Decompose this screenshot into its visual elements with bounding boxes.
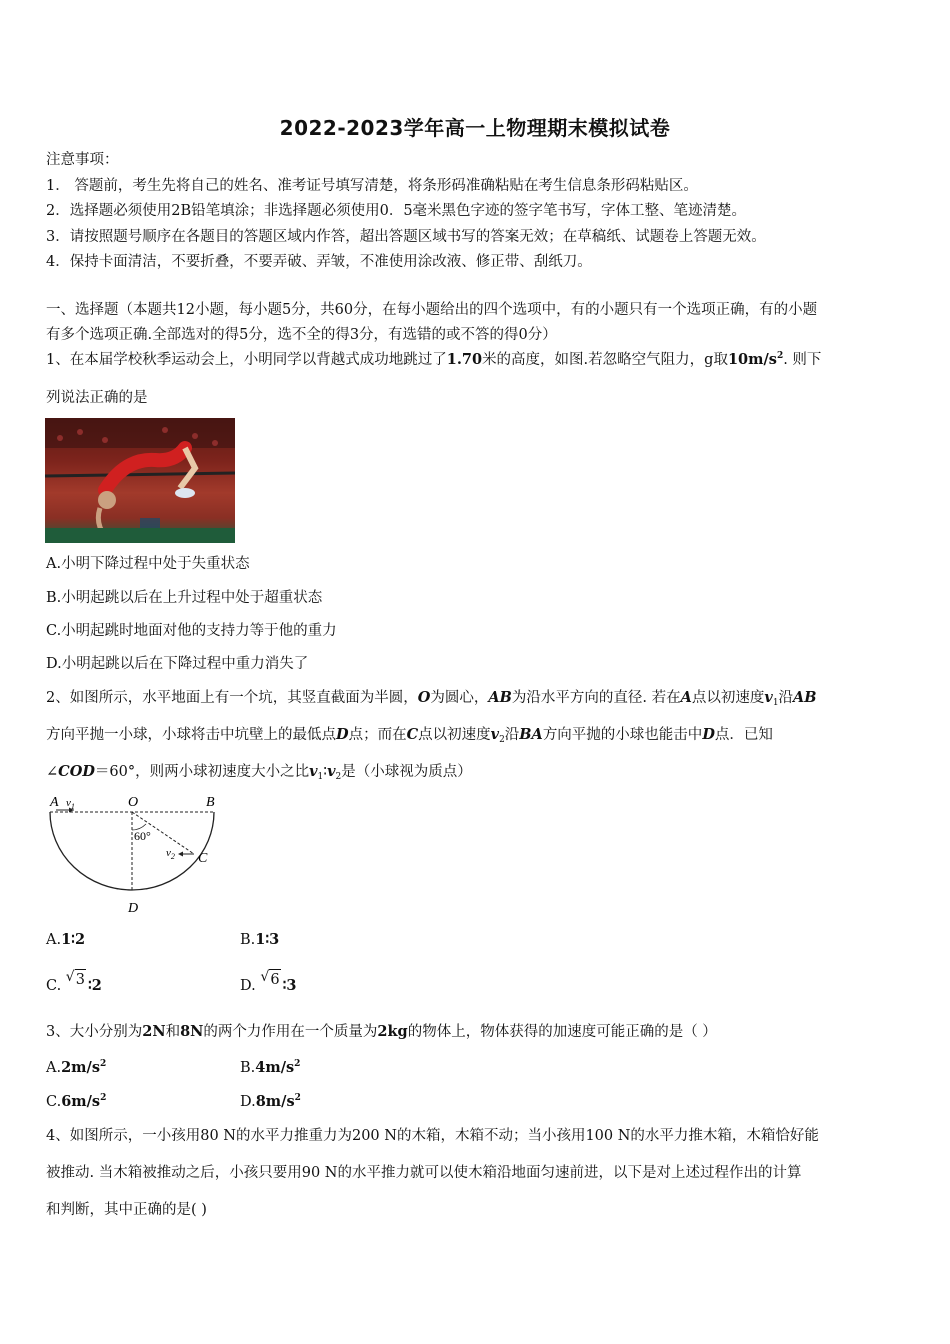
question-2-stem-cont: 方向平抛一小球，小球将击中坑壁上的最低点D点；而在C点以初速度$v_2$沿BA方向平抛的小球也能击中D点．已知 xyxy=(46,726,773,745)
question-1-stem: 1、在本届学校秋季运动会上，小明同学以背越式成功地跳过了1.70米的高度，如图.若忽略空气阻力，g取$10m/s^2$. 则下 xyxy=(46,351,822,368)
notice-item: 3．请按照题号顺序在各题目的答题区域内作答，超出答题区域书写的答案无效；在草稿纸、试题卷上答题无效。 xyxy=(46,229,766,245)
label-a: A xyxy=(50,795,59,810)
q3-option-a: $A.2m/s^2$ xyxy=(46,1059,107,1076)
semicircle-pit-diagram xyxy=(44,792,229,922)
q2-option-c: C. √ 3 ∶2 xyxy=(46,969,102,994)
sqrt-3: √ 3 xyxy=(65,969,86,988)
section-instructions: 有多个选项正确.全部选对的得5分，选不全的得3分，有选错的或不答的得0分） xyxy=(46,327,557,343)
q1-option-d: D.小明起跳以后在下降过程中重力消失了 xyxy=(46,656,309,672)
question-4-stem: 4、如图所示，一小孩用80 N的水平力推重力为200 N的木箱，木箱不动；当小孩用100 N的水平力推木箱，木箱恰好能 xyxy=(46,1128,819,1144)
high-jump-photo xyxy=(45,418,235,543)
q2-option-d: D. √ 6 ∶3 xyxy=(240,969,297,994)
notice-heading: 注意事项： xyxy=(46,152,119,168)
question-4-stem-cont: 被推动. 当木箱被推动之后，小孩只要用90 N的水平推力就可以使木箱沿地面匀速前进，以下是对上述过程作出的计算 xyxy=(46,1165,802,1181)
label-v1: $v_1$ xyxy=(66,797,75,811)
question-2-stem: 2、如图所示，水平地面上有一个坑，其竖直截面为半圆，O为圆心，AB为沿水平方向的直径. 若在A点以初速度$v_1$沿AB xyxy=(46,689,817,708)
q2-option-a: A.1∶2 xyxy=(46,931,86,948)
label-c: C xyxy=(198,851,208,866)
notice-item: 1． 答题前，考生先将自己的姓名、准考证号填写清楚，将条形码准确粘贴在考生信息条形码粘贴区。 xyxy=(46,178,698,194)
label-angle: 60° xyxy=(134,829,151,843)
question-1-stem-cont: 列说法正确的是 xyxy=(46,390,148,406)
q3-option-b: $B.4m/s^2$ xyxy=(240,1059,301,1076)
question-4-stem-cont: 和判断，其中正确的是( ) xyxy=(46,1202,207,1218)
q1-option-c: C.小明起跳时地面对他的支持力等于他的重力 xyxy=(46,623,337,639)
q3-option-c: $C.6m/s^2$ xyxy=(46,1093,107,1110)
label-b: B xyxy=(206,795,215,810)
q2-option-b: B.1∶3 xyxy=(240,931,280,948)
notice-item: 2．选择题必须使用2B铅笔填涂；非选择题必须使用0．5毫米黑色字迹的签字笔书写，字体工整、笔迹清楚。 xyxy=(46,203,747,219)
label-v2: $v_2$ xyxy=(166,847,175,861)
page-title: 2022-2023学年高一上物理期末模拟试卷 xyxy=(279,116,671,140)
q1-option-b: B.小明起跳以后在上升过程中处于超重状态 xyxy=(46,590,323,606)
section-instructions: 一、选择题（本题共12小题，每小题5分，共60分，在每小题给出的四个选项中，有的小题只有一个选项正确，有的小题 xyxy=(46,302,818,318)
question-2-stem-cont: ∠COD＝60°，则两小球初速度大小之比$v_1∶v_2$是（小球视为质点） xyxy=(46,763,472,782)
label-d: D xyxy=(128,901,139,916)
label-o: O xyxy=(128,795,139,810)
q1-option-a: A.小明下降过程中处于失重状态 xyxy=(46,556,250,572)
question-3-stem: 3、大小分别为2N和8N的两个力作用在一个质量为2kg的物体上，物体获得的加速度可能正确的是（ ） xyxy=(46,1023,717,1040)
sqrt-6: √ 6 xyxy=(260,969,280,988)
q3-option-d: $D.8m/s^2$ xyxy=(240,1093,301,1110)
notice-item: 4．保持卡面清洁，不要折叠，不要弄破、弄皱，不准使用涂改液、修正带、刮纸刀。 xyxy=(46,254,592,270)
